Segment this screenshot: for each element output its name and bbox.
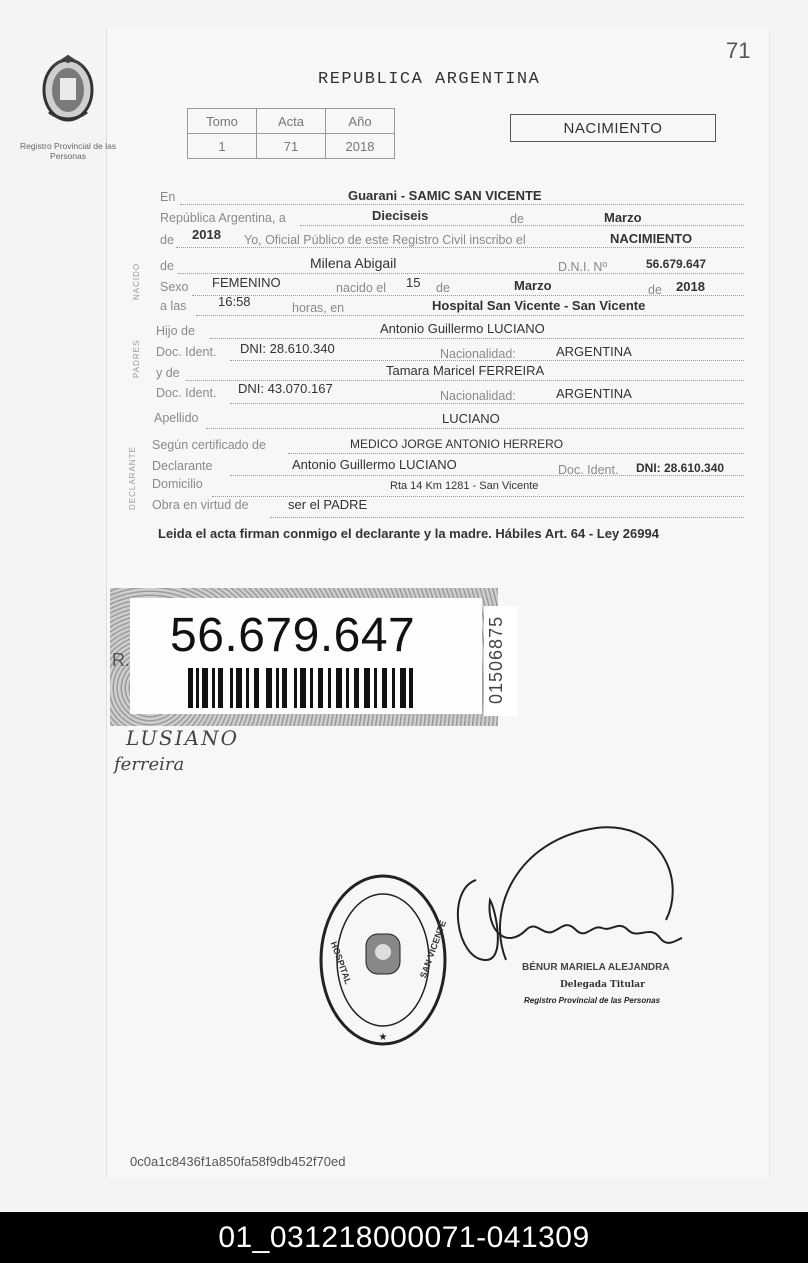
sticker-prefix: R. [112, 650, 130, 670]
registration-day: Dieciseis [372, 208, 429, 223]
alas-label: a las [160, 299, 187, 313]
dotted-line [192, 295, 744, 296]
mother-doc: DNI: 43.070.167 [238, 381, 333, 396]
document-type-box: NACIMIENTO [510, 114, 716, 142]
stamp-inner-right: SAN VICENTE [418, 919, 449, 980]
registry-office: Guarani - SAMIC SAN VICENTE [348, 188, 542, 203]
sexo-label: Sexo [160, 280, 189, 294]
declarant-doc-label: Doc. Ident. [558, 463, 619, 477]
dotted-line [196, 315, 744, 316]
yde-label: y de [156, 366, 180, 380]
dotted-line [270, 517, 744, 518]
hijo-label: Hijo de [156, 324, 195, 338]
crest-caption: Registro Provincial de las Personas [20, 141, 116, 161]
apellido-label: Apellido [154, 411, 199, 425]
father-nationality-label: Nacionalidad: [440, 347, 516, 361]
declarant-relationship: ser el PADRE [288, 497, 368, 512]
certificado-label: Según certificado de [152, 438, 266, 452]
certifying-doctor: MEDICO JORGE ANTONIO HERRERO [350, 437, 564, 451]
mother-doc-label: Doc. Ident. [156, 386, 217, 400]
father-doc-label: Doc. Ident. [156, 345, 217, 359]
page-title: REPUBLICA ARGENTINA [318, 70, 541, 89]
birth-place: Hospital San Vicente - San Vicente [432, 298, 646, 313]
document-hash: 0c0a1c8436f1a850fa58f9db452f70ed [130, 1154, 346, 1169]
anio-prefix-label: de [160, 233, 174, 247]
dotted-line [230, 403, 744, 404]
anio-value: 2018 [326, 134, 395, 159]
acta-reference-table [187, 108, 395, 159]
oficial-statement: Yo, Oficial Público de este Registro Civil inscribo el [244, 233, 526, 247]
registration-year: 2018 [192, 227, 221, 242]
nac-de-label: de [436, 281, 450, 295]
obra-label: Obra en virtud de [152, 498, 249, 512]
child-dni: 56.679.647 [646, 257, 707, 271]
side-label-nacido: NACIDO [132, 262, 141, 300]
birth-year: 2018 [676, 279, 705, 294]
father-doc: DNI: 28.610.340 [240, 341, 335, 356]
sticker-serial-number: 01506875 [486, 615, 506, 704]
declarant-address: Rta 14 Km 1281 - San Vicente [390, 480, 539, 492]
child-sex: FEMENINO [212, 275, 281, 290]
anio-header: Año [326, 109, 395, 134]
mother-name: Tamara Maricel FERREIRA [386, 363, 545, 378]
birth-day: 15 [406, 275, 421, 290]
handwritten-surname: LUSIANO [126, 726, 239, 750]
en-label: En [160, 190, 176, 204]
svg-text:★: ★ [378, 1032, 388, 1043]
dotted-line [206, 428, 744, 429]
father-name: Antonio Guillermo LUCIANO [380, 321, 545, 336]
official-name: BÉNUR MARIELA ALEJANDRA [522, 962, 670, 973]
birth-time: 16:58 [218, 294, 251, 309]
crest-emblem-icon [33, 52, 103, 134]
acta-value: 71 [257, 134, 326, 159]
mother-nationality: ARGENTINA [556, 386, 632, 401]
side-label-declarante: DECLARANTE [128, 446, 137, 510]
tomo-header: Tomo [188, 109, 257, 134]
official-signature-icon [446, 820, 686, 970]
dotted-line [176, 247, 744, 248]
stamp-inner-left: HOSPITAL [328, 940, 354, 986]
barcode-icon [188, 668, 414, 708]
official-role: Delegada Titular [560, 980, 645, 990]
nac-de2-label: de [648, 283, 662, 297]
sticker-dni-number: 56.679.647 [170, 609, 416, 662]
handwritten-signature-mother: ferreira [114, 754, 185, 775]
declarante-label: Declarante [152, 459, 213, 473]
republica-label: República Argentina, a [160, 211, 286, 225]
dotted-line [230, 475, 744, 476]
father-nationality: ARGENTINA [556, 344, 632, 359]
scan-footer-code: 01_031218000071-041309 [0, 1212, 808, 1263]
tomo-value: 1 [188, 134, 257, 159]
child-name: Milena Abigail [310, 255, 397, 271]
official-office: Registro Provincial de las Personas [524, 996, 661, 1005]
dotted-line [210, 338, 744, 339]
dotted-line [288, 453, 744, 454]
mother-nationality-label: Nacionalidad: [440, 389, 516, 403]
horas-label: horas, en [292, 301, 345, 315]
declarant-doc: DNI: 28.610.340 [636, 461, 725, 475]
dotted-line [180, 204, 744, 205]
domicilio-label: Domicilio [152, 477, 203, 491]
declarant-name: Antonio Guillermo LUCIANO [292, 457, 457, 472]
page-number: 71 [726, 38, 751, 63]
dotted-line [230, 360, 744, 361]
side-label-padres: PADRES [132, 339, 141, 378]
province-crest [20, 52, 116, 161]
dotted-line [178, 273, 744, 274]
de-nombre-label: de [160, 259, 174, 273]
dni-label: D.N.I. Nº [558, 260, 608, 274]
acta-header: Acta [257, 109, 326, 134]
de-label: de [510, 212, 524, 226]
surname: LUCIANO [442, 411, 500, 426]
registration-month: Marzo [604, 210, 642, 225]
inscription-type: NACIMIENTO [610, 231, 693, 246]
nacido-label: nacido el [336, 281, 387, 295]
birth-month: Marzo [514, 278, 552, 293]
legal-statement: Leida el acta firman conmigo el declarante y la madre. Hábiles Art. 64 - Ley 26994 [158, 526, 659, 541]
